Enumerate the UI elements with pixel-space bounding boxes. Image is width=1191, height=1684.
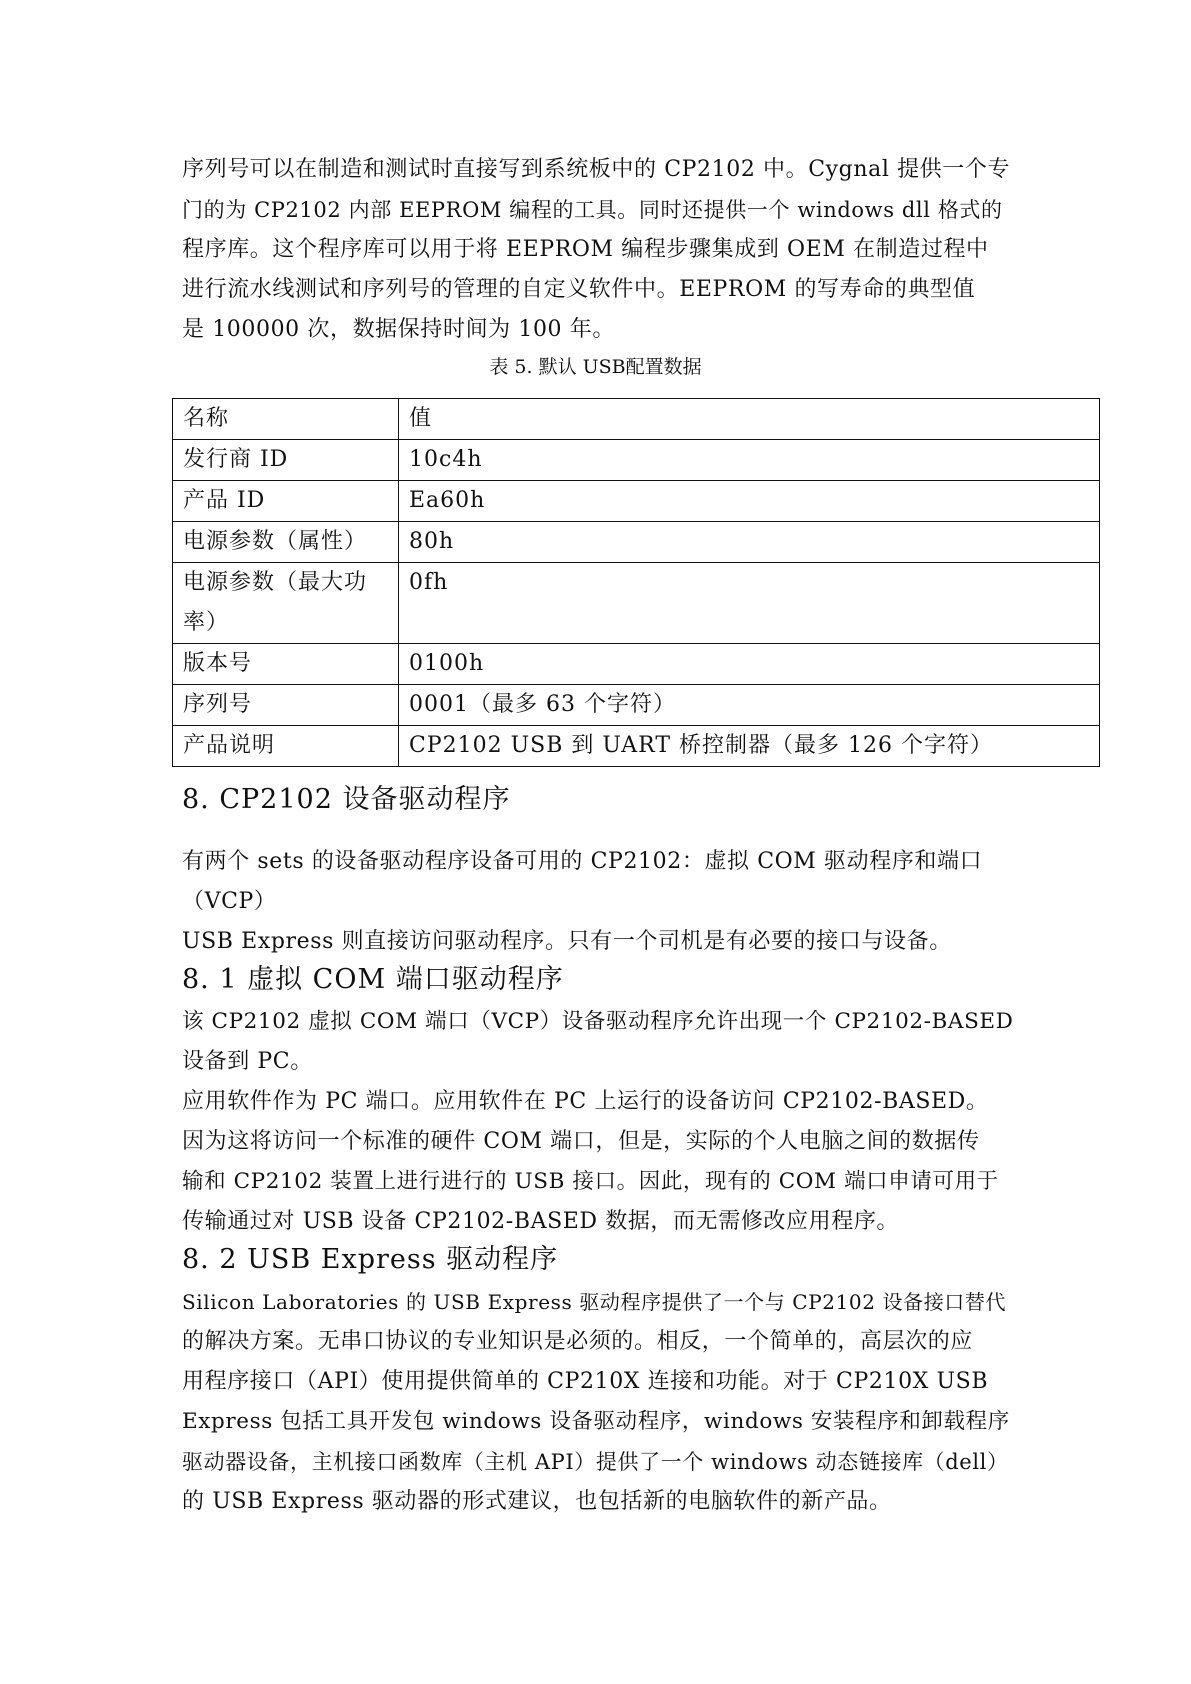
section-8-1-paragraph — [182, 1002, 1014, 1242]
cell-name: 电源参数（属性） — [173, 522, 399, 563]
cell-name: 序列号 — [173, 685, 399, 726]
text-line: Express 包括工具开发包 windows 设备驱动程序，windows 安装程序和卸载程序 — [182, 1409, 1010, 1434]
intro-paragraph — [182, 150, 1014, 350]
table-row — [173, 481, 1100, 522]
text-line: 因为这将访问一个标准的硬件 COM 端口，但是，实际的个人电脑之间的数据传 — [182, 1129, 980, 1154]
text-line: 传输通过对 USB 设备 CP2102-BASED 数据，而无需修改应用程序。 — [182, 1209, 900, 1234]
cell-value: 0001（最多 63 个字符） — [399, 685, 1100, 726]
text-line: 输和 CP2102 装置上进行进行的 USB 接口。因此，现有的 COM 端口申请可用于 — [182, 1169, 999, 1194]
cell-name: 版本号 — [173, 644, 399, 685]
section-8-paragraph — [182, 842, 1014, 962]
text-line: 该 CP2102 虚拟 COM 端口（VCP）设备驱动程序允许出现一个 CP2102-BASED — [182, 1009, 1014, 1034]
cell-value: 10c4h — [399, 440, 1100, 481]
text-line: 的解决方案。无串口协议的专业知识是必须的。相反，一个简单的，高层次的应 — [182, 1329, 974, 1354]
text-line: （VCP） — [182, 889, 277, 914]
text-line: 是 100000 次，数据保持时间为 100 年。 — [182, 317, 615, 342]
section-heading-8-1: 8. 1 虚拟 COM 端口驱动程序 — [182, 964, 564, 995]
table-row — [173, 644, 1100, 685]
header-cell-value: 值 — [399, 399, 1100, 440]
cell-value: Ea60h — [399, 481, 1100, 522]
cell-value: 0100h — [399, 644, 1100, 685]
header-cell-name: 名称 — [173, 399, 399, 440]
cell-name: 发行商 ID — [173, 440, 399, 481]
table-caption: 表 5. 默认 USB配置数据 — [489, 356, 702, 378]
text-line: 有两个 sets 的设备驱动程序设备可用的 CP2102：虚拟 COM 驱动程序和端口 — [182, 849, 983, 874]
text-line: 用程序接口（API）使用提供简单的 CP210X 连接和功能。对于 CP210X USB — [182, 1369, 989, 1394]
section-heading-8: 8. CP2102 设备驱动程序 — [182, 784, 511, 815]
cell-value: CP2102 USB 到 UART 桥控制器（最多 126 个字符） — [399, 726, 1100, 767]
cell-name: 产品说明 — [173, 726, 399, 767]
text-line: 设备到 PC。 — [182, 1049, 313, 1074]
text-line: 驱动器设备，主机接口函数库（主机 API）提供了一个 windows 动态链接库（dell） — [182, 1450, 1009, 1474]
text-line: 程序库。这个程序库可以用于将 EEPROM 编程步骤集成到 OEM 在制造过程中 — [182, 237, 989, 262]
table-row — [173, 440, 1100, 481]
text-line: 序列号可以在制造和测试时直接写到系统板中的 CP2102 中。Cygnal 提供一个专 — [182, 157, 1011, 182]
text-line: 应用软件作为 PC 端口。应用软件在 PC 上运行的设备访问 CP2102-BASED。 — [182, 1089, 989, 1114]
table-row — [173, 522, 1100, 563]
text-line: 门的为 CP2102 内部 EEPROM 编程的工具。同时还提供一个 windows dll 格式的 — [182, 198, 1003, 222]
text-line: USB Express 则直接访问驱动程序。只有一个司机是有必要的接口与设备。 — [182, 929, 952, 954]
cell-name: 电源参数（最大功率） — [173, 563, 399, 644]
cell-value: 0fh — [399, 563, 1100, 644]
cell-name: 产品 ID — [173, 481, 399, 522]
section-8-2-paragraph — [182, 1282, 1014, 1522]
usb-config-table — [172, 398, 1100, 767]
cell-value: 80h — [399, 522, 1100, 563]
text-line: 进行流水线测试和序列号的管理的自定义软件中。EEPROM 的写寿命的典型值 — [182, 277, 976, 302]
text-line: 的 USB Express 驱动器的形式建议，也包括新的电脑软件的新产品。 — [182, 1489, 892, 1514]
table-row — [173, 563, 1100, 644]
section-heading-8-2: 8. 2 USB Express 驱动程序 — [182, 1244, 559, 1275]
text-line: Silicon Laboratories 的 USB Express 驱动程序提供了一个与 CP2102 设备接口替代 — [182, 1290, 1007, 1314]
table-header-row — [173, 399, 1100, 440]
table-row — [173, 726, 1100, 767]
table-row — [173, 685, 1100, 726]
